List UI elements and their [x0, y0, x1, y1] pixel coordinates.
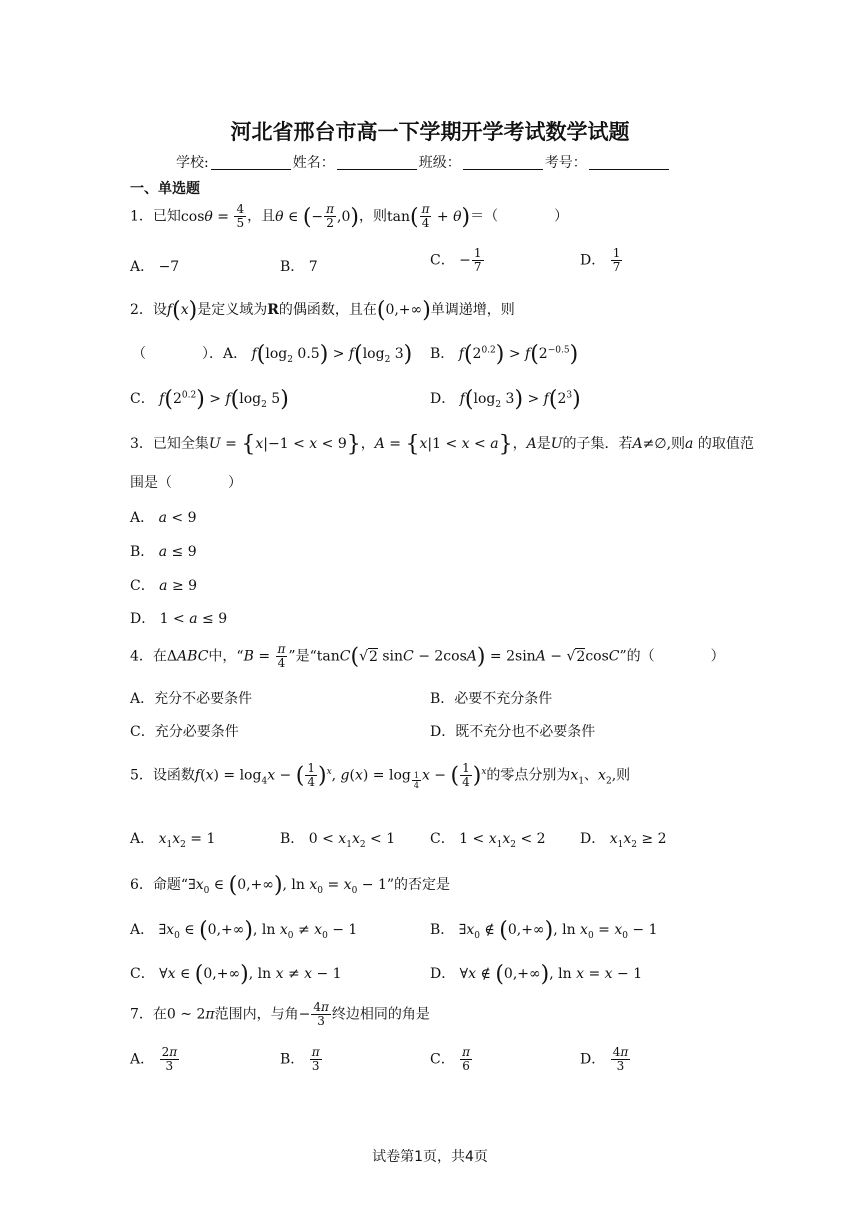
q4-option-a[interactable]: A．充分不必要条件	[130, 691, 253, 707]
q4-option-c[interactable]: C．充分必要条件	[130, 724, 239, 740]
exam-no-label: 考号：	[544, 155, 587, 171]
q2-option-b[interactable]: B． $f(2^{0.2}) > f(2^{-0.5})$	[430, 342, 579, 367]
q1-text-2: ，则	[358, 208, 387, 225]
q1-text-3: ＝（ ）	[470, 208, 569, 225]
exam-no-blank	[589, 155, 669, 170]
q6-option-b[interactable]: B． $\exists x_0$ ∉ (0,+∞), $\ln x_0 = x_0 - 1$	[430, 918, 658, 943]
q1-option-c[interactable]: C． − $\frac{1}{7}$	[430, 246, 482, 274]
question-5: 5．设函数$f(x) = \log_4x$ − ( $\frac{1}{4}$ )$^x$, g(x) = log $_{\frac{1}{4}}$ x − ( $\frac{1}{4}$ )$^x$的零点分别为$x_1$、$x_2$,则	[130, 761, 631, 791]
q7-option-c[interactable]: C． $\frac{\pi}{6}$	[430, 1045, 471, 1073]
question-7: 7．在0 ~ 2π范围内，与角− $\frac{4\pi}{3}$ 终边相同的角是	[130, 1000, 430, 1028]
q1-option-d[interactable]: D． $\frac{1}{7}$	[580, 246, 621, 274]
q5-option-d[interactable]: D． $x_1x_2 \ge 2$	[580, 831, 667, 850]
q7-option-b[interactable]: B． $\frac{\pi}{3}$	[280, 1045, 320, 1073]
q7-option-d[interactable]: D． $\frac{4\pi}{3}$	[580, 1045, 629, 1073]
q1-option-b[interactable]: B． 7	[280, 259, 318, 275]
class-blank	[463, 155, 543, 170]
name-label: 姓名：	[292, 155, 335, 171]
q1-number: 1．已知	[130, 208, 181, 225]
q3-option-b[interactable]: B． a ≤ 9	[130, 544, 197, 560]
school-blank	[211, 155, 291, 170]
question-1	[130, 203, 568, 230]
q6-option-c[interactable]: C． ∀x ∈ (0,+∞), ln x ≠ x − 1	[130, 962, 342, 987]
page-footer: 试卷第1页，共4页	[372, 1149, 488, 1165]
section-heading: 一、单选题	[130, 181, 200, 197]
q5-option-c[interactable]: C． $1 < x_1x_2 < 2$	[430, 831, 546, 850]
student-info-line	[176, 152, 671, 172]
q1-formula-range: θ ∈ (− $\frac{\pi}{2}$ ,0)	[275, 202, 359, 230]
q1-option-a[interactable]: A． −7	[130, 259, 180, 275]
q3-line-2: 围是（ ）	[130, 475, 242, 491]
question-6: 6．命题“$\exists x_0$ ∈ (0,+∞), $\ln x_0 = x_0 - 1$”的否定是	[130, 873, 451, 898]
q5-option-a[interactable]: A． $x_1x_2 = 1$	[130, 831, 216, 850]
q1-text: ，且	[247, 208, 276, 225]
q2-option-d[interactable]: D． $f(\log_2$ $3) > f(2^3)$	[430, 387, 581, 412]
q4-option-d[interactable]: D．既不充分也不必要条件	[430, 724, 596, 740]
q3-option-a[interactable]: A． a < 9	[130, 510, 197, 526]
q7-option-a[interactable]: A． $\frac{2\pi}{3}$	[130, 1045, 178, 1073]
name-blank	[337, 155, 417, 170]
q3-option-c[interactable]: C． a ≥ 9	[130, 578, 198, 594]
question-3: 3．已知全集U = {x|−1 < x < 9}，A = {x|1 < x < a}，A是U的子集．若A≠∅,则a 的取值范	[130, 432, 754, 457]
school-label: 学校:	[176, 155, 209, 171]
q4-option-b[interactable]: B．必要不充分条件	[430, 691, 553, 707]
q2-option-c[interactable]: C． $f(2^{0.2}) > f(\log_2$ 5)	[130, 387, 289, 412]
question-4: 4．在ΔABC中，“B = $\frac{\pi}{4}$ ”是“tanC(√2 sinC − 2cosA) = 2sinA − √2cosC”的（ ）	[130, 642, 725, 670]
q5-option-b[interactable]: B． $0 < x_1x_2 < 1$	[280, 831, 396, 850]
class-label: 班级：	[418, 155, 461, 171]
q2-option-a[interactable]: （ ）．A． $f(\log_2$ $0.5) > f(\log_2$ 3)	[132, 342, 413, 367]
page-title: 河北省邢台市高一下学期开学考试数学试题	[230, 120, 630, 144]
q6-option-a[interactable]: A． $\exists x_0$ ∈ (0,+∞), $\ln x_0 \ne x_0 - 1$	[130, 918, 358, 943]
q1-formula-tan: tan( $\frac{\pi}{4}$ + θ)	[386, 202, 471, 230]
q3-option-d[interactable]: D． 1 < a ≤ 9	[130, 611, 228, 627]
q6-option-d[interactable]: D． ∀x ∉ (0,+∞), ln x = x − 1	[430, 962, 643, 987]
question-2: 2．设f(x)是定义域为R的偶函数，且在(0,+∞)单调递增，则	[130, 298, 515, 323]
q1-formula-cos: cosθ = $\frac{4}{5}$	[180, 202, 245, 230]
